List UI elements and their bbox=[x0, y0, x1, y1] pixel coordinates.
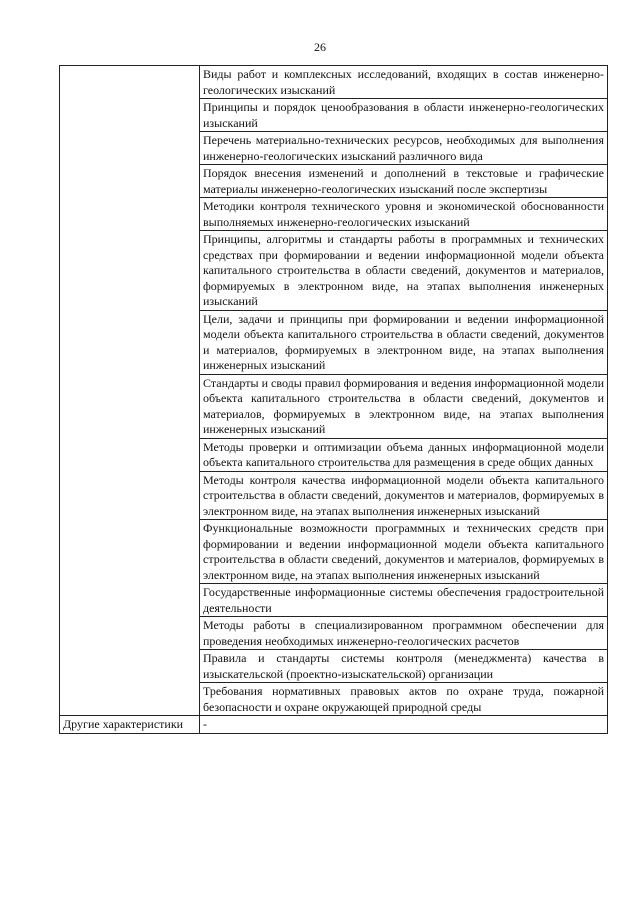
knowledge-item bbox=[200, 584, 608, 617]
other-characteristics-label-text: Другие характеристики bbox=[63, 717, 184, 731]
knowledge-item-text: Принципы, алгоритмы и стандарты работы в программных и технических средствах при формировании и ведении информационной модели объекта капитального строительства в области сведений, документов и материалов, формируемых в электронном виде, на этапах выполнения инженерных изысканий bbox=[203, 232, 604, 308]
knowledge-item-text: Методы контроля качества информационной модели объекта капитального строительства в области сведений, документов и материалов, формируемых в электронном виде, на этапах выполнения инженерных изысканий bbox=[203, 472, 604, 518]
knowledge-item-text: Цели, задачи и принципы при формировании и ведении информационной модели объекта капитального строительства в области сведений, документов и материалов, формируемых в электронном виде, на этапах выполнения инженерных изысканий bbox=[203, 311, 604, 372]
other-characteristics-label bbox=[60, 716, 200, 734]
knowledge-item bbox=[200, 520, 608, 584]
other-characteristics-value bbox=[200, 716, 608, 734]
page-number: 26 bbox=[314, 40, 326, 54]
table-row bbox=[60, 66, 608, 99]
knowledge-item-text: Правила и стандарты системы контроля (менеджмента) качества в изыскательской (проектно-изыскательской) организации bbox=[203, 651, 604, 681]
knowledge-item bbox=[200, 374, 608, 438]
knowledge-item-text: Требования нормативных правовых актов по охране труда, пожарной безопасности и охране окружающей природной среды bbox=[203, 684, 604, 714]
knowledge-item-text: Методы работы в специализированном программном обеспечении для проведения необходимых инженерно-геологических расчетов bbox=[203, 618, 604, 648]
knowledge-item bbox=[200, 650, 608, 683]
knowledge-item bbox=[200, 231, 608, 311]
knowledge-item-text: Методы проверки и оптимизации объема данных информационной модели объекта капитального строительства для размещения в среде общих данных bbox=[203, 439, 604, 469]
knowledge-item bbox=[200, 132, 608, 165]
knowledge-item bbox=[200, 617, 608, 650]
knowledge-item bbox=[200, 683, 608, 716]
knowledge-item bbox=[200, 438, 608, 471]
row-label-cell bbox=[60, 66, 200, 716]
other-characteristics-value-text: - bbox=[203, 717, 207, 731]
knowledge-item-text: Принципы и порядок ценообразования в области инженерно-геологических изысканий bbox=[203, 100, 604, 130]
knowledge-item-text: Методики контроля технического уровня и экономической обоснованности выполняемых инженерно-геологических изысканий bbox=[203, 199, 604, 229]
knowledge-item bbox=[200, 471, 608, 520]
knowledge-item-text: Функциональные возможности программных и технических средств при формировании и ведении информационной модели объекта капитального строительства в области сведений, документов и материалов, формируемых в электронном виде, на этапах выполнения инженерных изысканий bbox=[203, 521, 604, 582]
knowledge-item-text: Государственные информационные системы обеспечения градостроительной деятельности bbox=[203, 585, 604, 615]
knowledge-item bbox=[200, 165, 608, 198]
knowledge-item bbox=[200, 310, 608, 374]
knowledge-item-text: Порядок внесения изменений и дополнений в текстовые и графические материалы инженерно-геологических изысканий после экспертизы bbox=[203, 166, 604, 196]
knowledge-item-text: Стандарты и своды правил формирования и ведения информационной модели объекта капитального строительства в области сведений, документов и материалов, формируемых в электронном виде, на этапах выполнения инженерных изысканий bbox=[203, 375, 604, 436]
table-row-other bbox=[60, 716, 608, 734]
knowledge-item-text: Виды работ и комплексных исследований, входящих в состав инженерно-геологических изысканий bbox=[203, 67, 604, 97]
knowledge-item-text: Перечень материально-технических ресурсов, необходимых для выполнения инженерно-геологических изысканий различного вида bbox=[203, 133, 604, 163]
knowledge-item bbox=[200, 99, 608, 132]
knowledge-item bbox=[200, 198, 608, 231]
requirements-table bbox=[59, 65, 608, 734]
knowledge-item bbox=[200, 66, 608, 99]
